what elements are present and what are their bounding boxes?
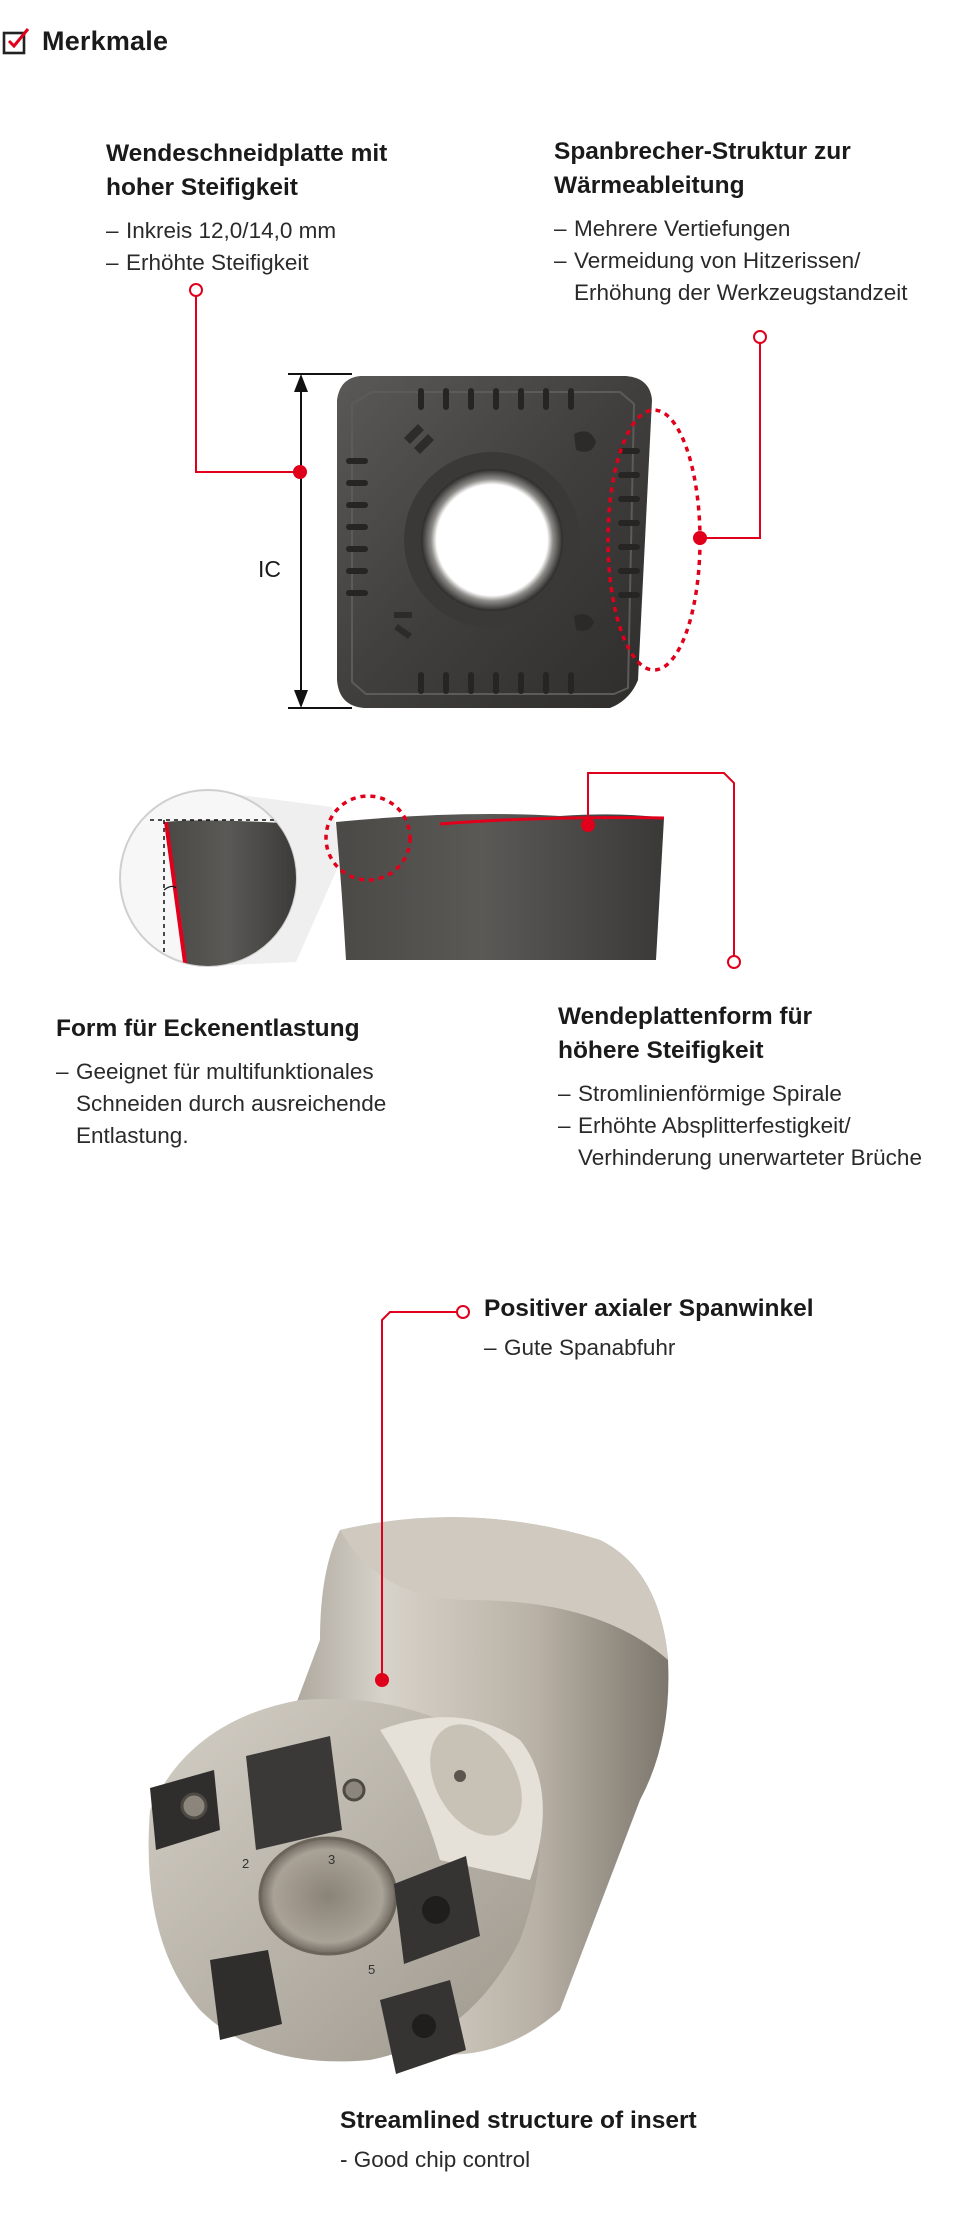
shape-item: – Erhöhte Absplitterfestigkeit/ Verhinderung unerwarteter Brüche: [558, 1110, 922, 1174]
chipbreaker-item: – Mehrere Vertiefungen: [554, 213, 908, 245]
corner-relief-title: Form für Eckenentlastung: [56, 1015, 360, 1042]
rigidity-item: – Inkreis 12,0/14,0 mm: [106, 215, 387, 247]
corner-relief-item: – Geeignet für multifunktionales Schneiden durch ausreichende Entlastung.: [56, 1056, 386, 1152]
callout-point: [375, 1673, 389, 1687]
ic-label: IC: [258, 556, 281, 582]
rake-item: – Gute Spanabfuhr: [484, 1332, 814, 1364]
callout-marker: [457, 1306, 469, 1318]
page-title: Merkmale: [42, 25, 169, 56]
rake-title: Positiver axialer Spanwinkel: [484, 1295, 814, 1322]
pocket-number: 3: [328, 1852, 336, 1867]
shape-title: Wendeplattenform für höhere Steifigkeit: [558, 1003, 813, 1064]
pocket-number: 2: [242, 1856, 250, 1871]
pocket-number: 5: [368, 1962, 376, 1977]
streamlined-item: - - Good chip control: [340, 2144, 697, 2176]
streamlined-title: Streamlined structure of insert: [340, 2107, 697, 2134]
rigidity-title: Wendeschneidplatte mit hoher Steifigkeit: [106, 140, 388, 201]
pocket-number: 4: [410, 1900, 418, 1915]
shape-item: – Stromlinienförmige Spirale: [558, 1078, 922, 1110]
chipbreaker-title: Spanbrecher-Struktur zur Wärmeableitung: [554, 138, 851, 199]
milling-cutter: [149, 1517, 669, 2074]
chipbreaker-item: – Vermeidung von Hitzerissen/ Erhöhung der Werkzeugstandzeit: [554, 245, 908, 309]
streamlined-callout: [340, 2104, 697, 2176]
rigidity-item: – Erhöhte Steifigkeit: [106, 247, 387, 279]
